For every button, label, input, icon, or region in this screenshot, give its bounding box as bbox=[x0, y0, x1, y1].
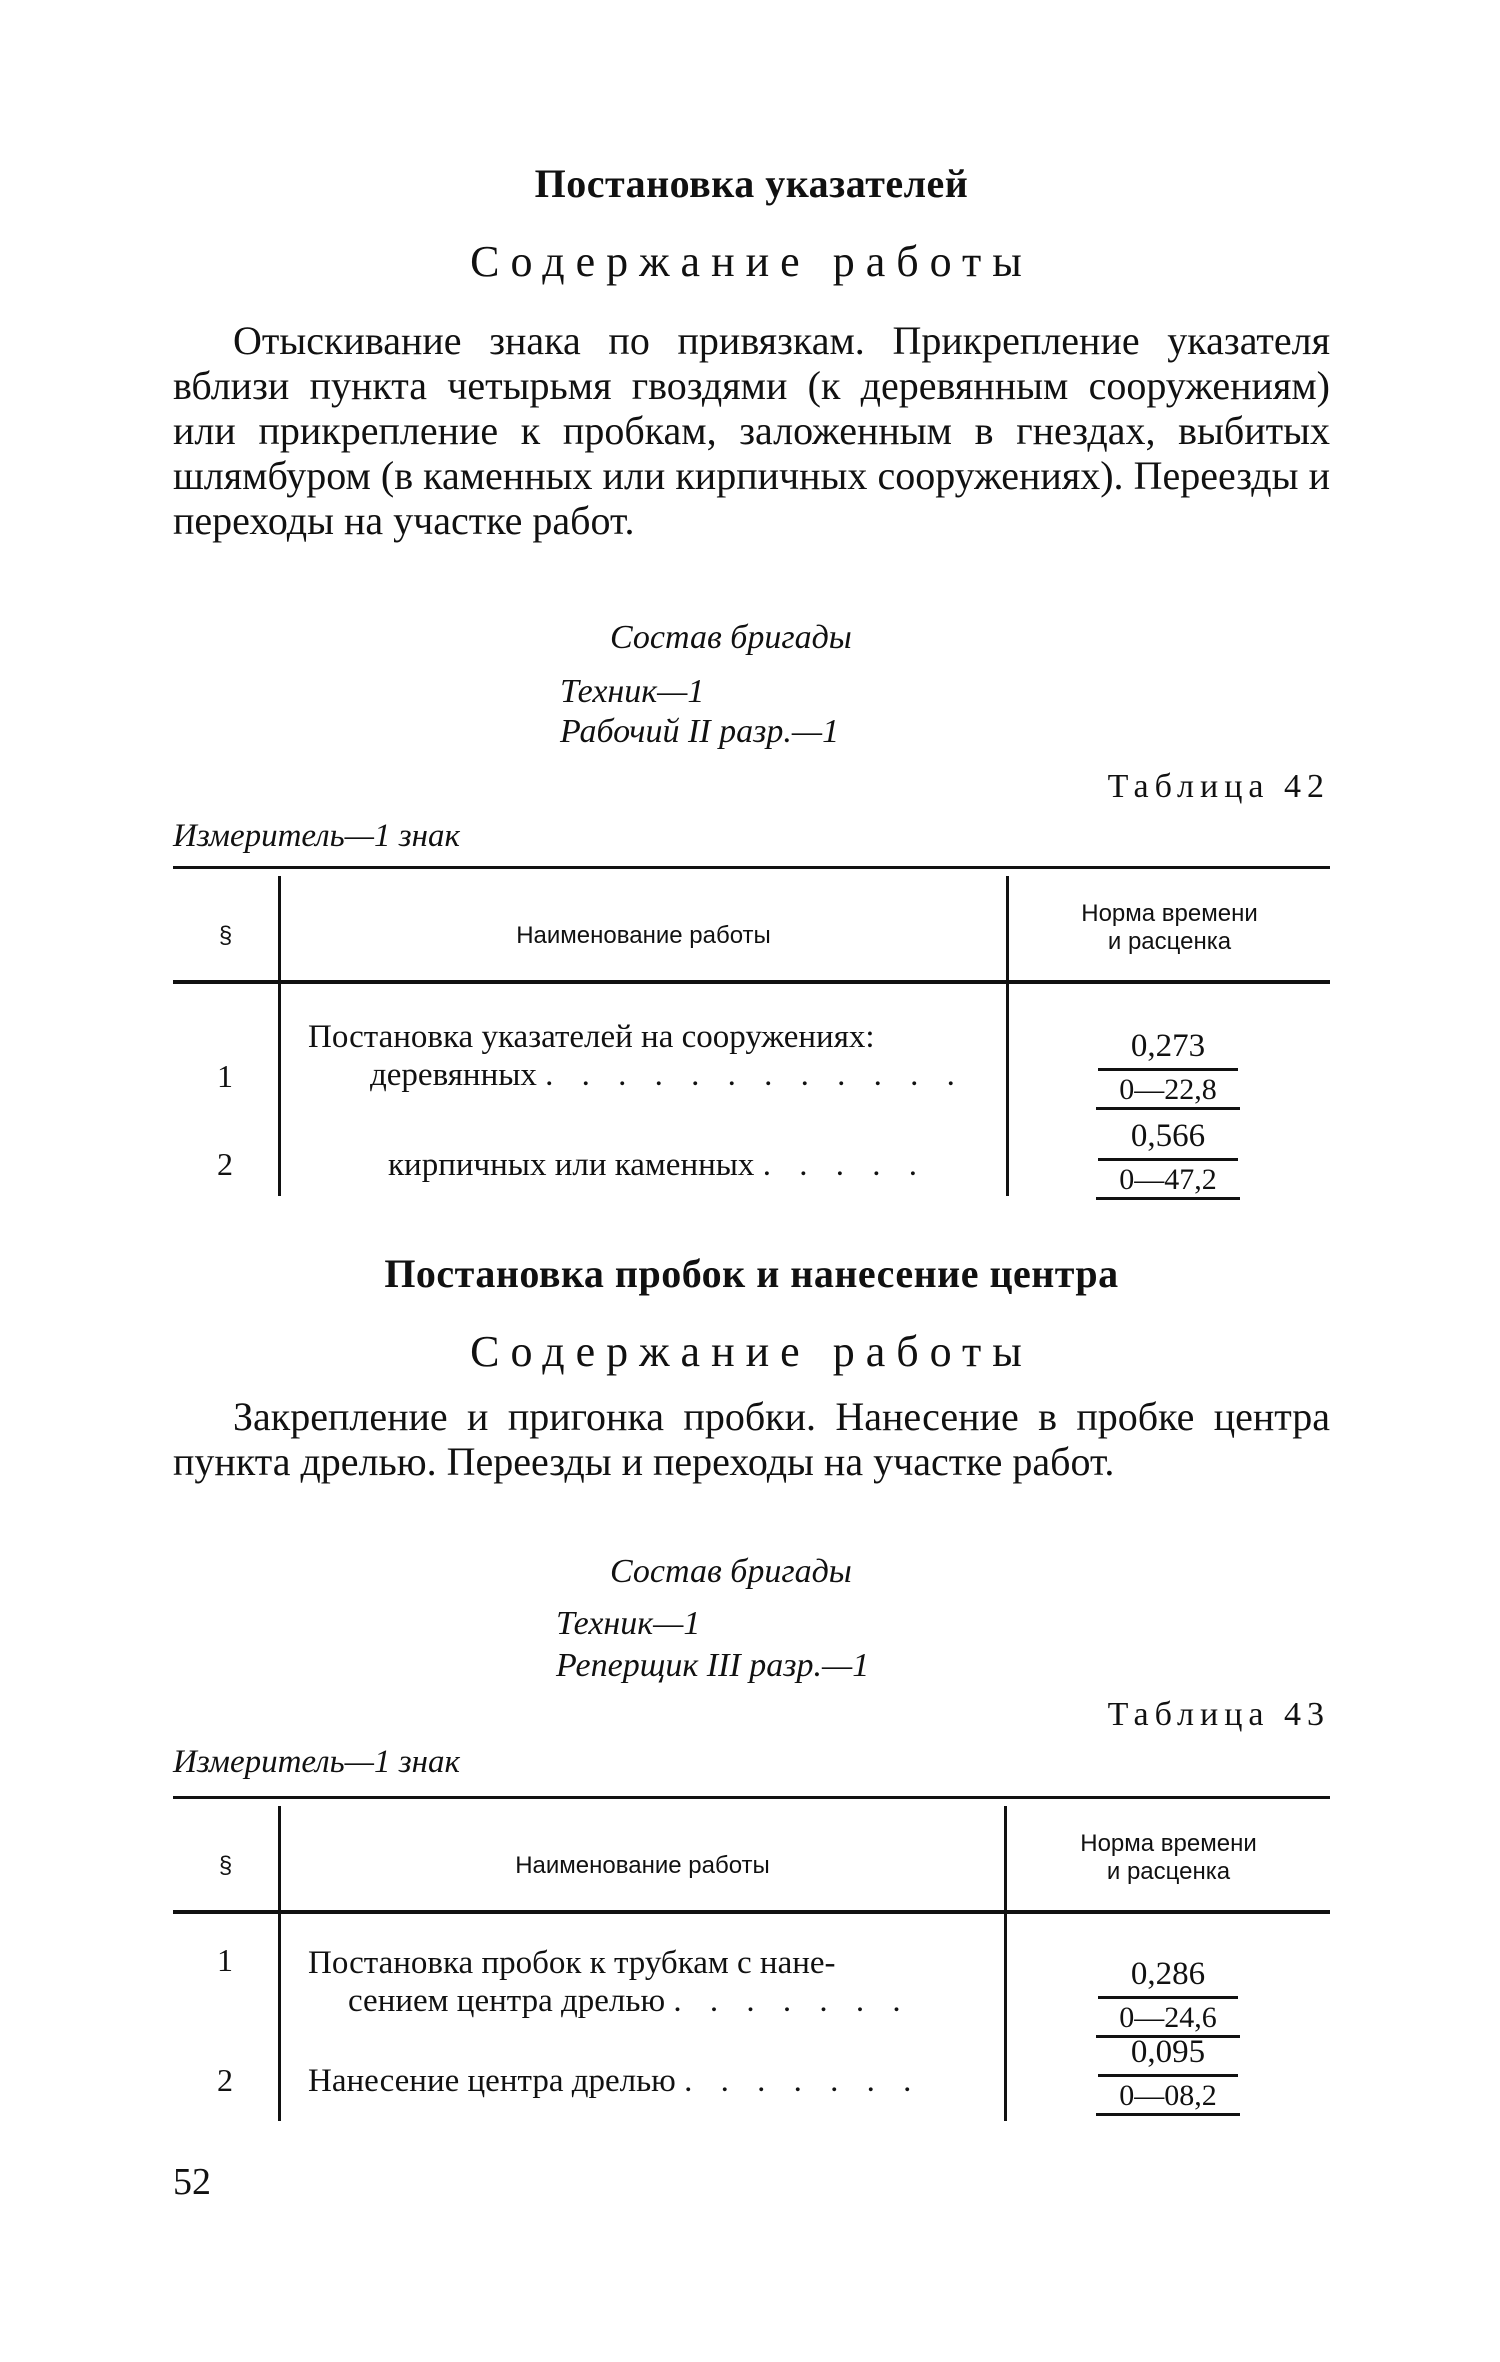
section2-subtitle: Содержание работы bbox=[470, 1327, 1033, 1376]
row-number: 2 bbox=[217, 1146, 233, 1182]
row-norm bbox=[1078, 1116, 1258, 1200]
norm-time: 0,273 bbox=[1130, 1028, 1206, 1064]
header-work-name: Наименование работы bbox=[516, 922, 771, 949]
row-name bbox=[348, 1982, 911, 2020]
row-number: 1 bbox=[217, 1942, 233, 1978]
row-norm bbox=[1078, 1026, 1258, 1110]
section1-paragraph: Отыскивание знака по привязкам. Прикрепление указателя вблизи пункта четырьмя гвоздями (к деревянным сооружениям) или прикрепление к пробкам, заложенным в гнездах, выбитых шлямбуром (в каменных или кирпичных сооружениях). Переезды и переходы на участке работ. bbox=[173, 318, 1330, 543]
section2-brigade-line2: Реперщик III разр.—1 bbox=[556, 1647, 870, 1684]
row-norm bbox=[1078, 2032, 1258, 2116]
table-top-rule bbox=[173, 866, 1330, 869]
section2-paragraph-wrap bbox=[173, 1394, 1330, 1484]
row-name-text: деревянных bbox=[370, 1057, 537, 1093]
section2-brigade-title: Состав бригады bbox=[610, 1553, 852, 1590]
header-norm-line2: и расценка bbox=[1107, 928, 1232, 955]
norm-rate: 0—22,8 bbox=[1096, 1073, 1240, 1110]
section2-unit: Измеритель—1 знак bbox=[173, 1744, 460, 1780]
row-dots: . . . . . . . . . . . . bbox=[545, 1057, 965, 1093]
section1-brigade-title: Состав бригады bbox=[610, 619, 852, 656]
header-section: § bbox=[218, 1852, 233, 1879]
header-section: § bbox=[218, 922, 233, 949]
section1-subtitle: Содержание работы bbox=[470, 237, 1033, 286]
norm-rate: 0—47,2 bbox=[1096, 1163, 1240, 1200]
row-number: 2 bbox=[217, 2062, 233, 2098]
section1-brigade-line1: Техник—1 bbox=[560, 673, 705, 710]
row-dots: . . . . . . . bbox=[673, 1983, 911, 2019]
section1-title: Постановка указателей bbox=[534, 161, 969, 206]
header-norm-line2: и расценка bbox=[1106, 1858, 1231, 1885]
group-label: Постановка указателей на сооружениях: bbox=[308, 1019, 875, 1055]
table-header-rule bbox=[173, 980, 1330, 984]
section1-paragraph-wrap bbox=[173, 318, 1330, 543]
fraction-bar bbox=[1098, 1996, 1238, 1999]
fraction-bar bbox=[1098, 1158, 1238, 1161]
fraction-bar bbox=[1098, 2074, 1238, 2077]
section1-table bbox=[173, 866, 1330, 1206]
row-number: 1 bbox=[217, 1058, 233, 1094]
row-dots: . . . . . bbox=[762, 1147, 927, 1183]
row-dots: . . . . . . . bbox=[684, 2063, 922, 2099]
header-norm bbox=[1007, 1830, 1330, 1886]
page-number: 52 bbox=[173, 2161, 211, 2203]
norm-rate: 0—24,6 bbox=[1096, 2001, 1240, 2038]
norm-rate: 0—08,2 bbox=[1096, 2079, 1240, 2116]
row-name-text: сением центра дрелью bbox=[348, 1983, 666, 2019]
section2-paragraph: Закрепление и пригонка пробки. Нанесение в пробке центра пункта дрелью. Переезды и переходы на участке работ. bbox=[173, 1394, 1330, 1484]
header-norm-line1: Норма времени bbox=[1081, 900, 1258, 927]
header-work-name: Наименование работы bbox=[515, 1852, 770, 1879]
header-norm-line1: Норма времени bbox=[1080, 1830, 1257, 1857]
row-name-text: кирпичных или каменных bbox=[388, 1147, 755, 1183]
section2-table-label: Таблица 43 bbox=[1107, 1696, 1330, 1733]
row-name-text: Нанесение центра дрелью bbox=[308, 2063, 676, 2099]
section2-brigade-line1: Техник—1 bbox=[556, 1605, 701, 1642]
section1-brigade-line2: Рабочий II разр.—1 bbox=[560, 713, 840, 750]
row-name bbox=[308, 2062, 921, 2100]
section1-table-label: Таблица 42 bbox=[1107, 768, 1330, 805]
section2-title: Постановка пробок и нанесение центра bbox=[384, 1251, 1119, 1296]
section1-unit: Измеритель—1 знак bbox=[173, 818, 460, 854]
fraction-bar bbox=[1098, 1068, 1238, 1071]
table-header-rule bbox=[173, 1910, 1330, 1914]
norm-time: 0,566 bbox=[1130, 1118, 1206, 1154]
section2-table bbox=[173, 1796, 1330, 2126]
document-page bbox=[173, 0, 1330, 2362]
norm-time: 0,095 bbox=[1130, 2034, 1206, 2070]
norm-time: 0,286 bbox=[1130, 1956, 1206, 1992]
row-norm bbox=[1078, 1954, 1258, 2038]
row-name-line1: Постановка пробок к трубкам с нане- bbox=[308, 1945, 836, 1981]
table-top-rule bbox=[173, 1796, 1330, 1799]
row-name bbox=[388, 1146, 927, 1184]
row-name bbox=[370, 1056, 965, 1094]
header-norm bbox=[1009, 900, 1330, 956]
